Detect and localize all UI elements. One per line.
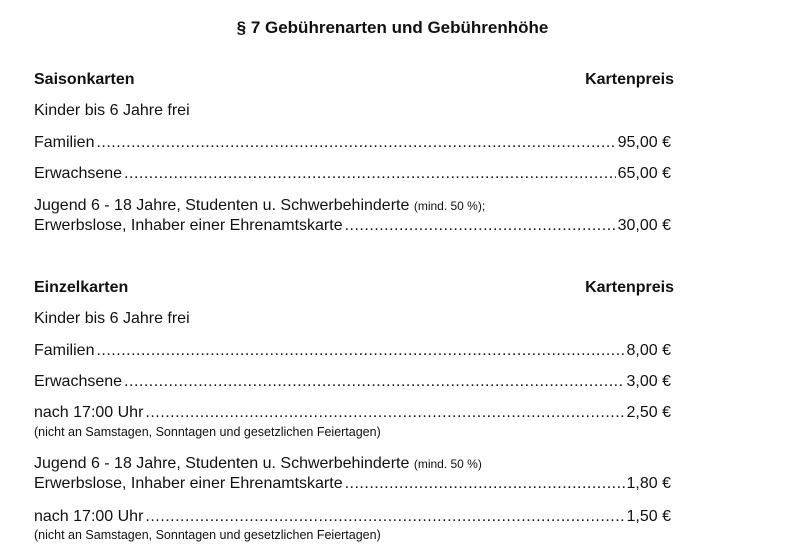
dot-leader: [145, 404, 624, 422]
fee-price: 8,00 €: [626, 342, 671, 359]
dot-leader: [124, 165, 616, 183]
fee-price: 3,00 €: [626, 373, 671, 390]
fee-row-erwachsene: [34, 373, 671, 391]
fee-price: 95,00 €: [617, 134, 671, 151]
section-heading-saisonkarten: [34, 71, 674, 93]
fee-price: 2,50 €: [626, 404, 671, 421]
jugend-text: Jugend 6 - 18 Jahre, Studenten u. Schwerbehinderte: [34, 197, 410, 214]
fee-row-familien: [34, 342, 671, 360]
dot-leader: [96, 134, 615, 152]
fee-label: Familien: [34, 342, 95, 359]
fee-label: Erwachsene: [34, 373, 123, 390]
fee-price: 65,00 €: [617, 165, 671, 182]
fee-price: 1,50 €: [626, 508, 671, 525]
dot-leader: [345, 217, 616, 235]
section-title: Einzelkarten: [34, 279, 129, 296]
restriction-note: (nicht an Samstagen, Sonntagen und gesetzlichen Feiertagen): [34, 425, 381, 439]
restriction-note: (nicht an Samstagen, Sonntagen und gesetzlichen Feiertagen): [34, 528, 381, 542]
dot-leader: [124, 373, 624, 391]
jugend-line: [34, 197, 485, 215]
fee-price: 30,00 €: [617, 217, 671, 234]
price-column-heading: Kartenpreis: [585, 71, 674, 88]
fee-label: Erwerbslose, Inhaber einer Ehrenamtskarte: [34, 475, 343, 492]
jugend-line: [34, 455, 482, 473]
jugend-qualifier: (mind. 50 %): [413, 457, 482, 471]
fee-label: Familien: [34, 134, 95, 151]
fee-label: nach 17:00 Uhr: [34, 404, 144, 421]
dot-leader: [345, 475, 625, 493]
kinder-free-note: Kinder bis 6 Jahre frei: [34, 310, 190, 327]
page-title: § 7 Gebührenarten und Gebührenhöhe: [236, 18, 549, 37]
fee-price: 1,80 €: [626, 475, 671, 492]
fee-row-nach-17-uhr: [34, 508, 671, 526]
jugend-text: Jugend 6 - 18 Jahre, Studenten u. Schwerbehinderte: [34, 455, 410, 472]
fee-row-erwerbslose: [34, 475, 671, 493]
kinder-free-note: Kinder bis 6 Jahre frei: [34, 102, 190, 119]
section-heading-einzelkarten: [34, 279, 674, 301]
dot-leader: [145, 508, 624, 526]
fee-label: Erwerbslose, Inhaber einer Ehrenamtskarte: [34, 217, 343, 234]
price-column-heading: Kartenpreis: [585, 279, 674, 296]
fee-row-erwachsene: [34, 165, 671, 183]
fee-label: Erwachsene: [34, 165, 123, 182]
section-title: Saisonkarten: [34, 71, 135, 88]
fee-label: nach 17:00 Uhr: [34, 508, 144, 525]
dot-leader: [96, 342, 624, 360]
fee-row-familien: [34, 134, 671, 152]
fee-row-nach-17-uhr: [34, 404, 671, 422]
jugend-qualifier: (mind. 50 %);: [413, 199, 486, 213]
fee-row-erwerbslose: [34, 217, 671, 235]
